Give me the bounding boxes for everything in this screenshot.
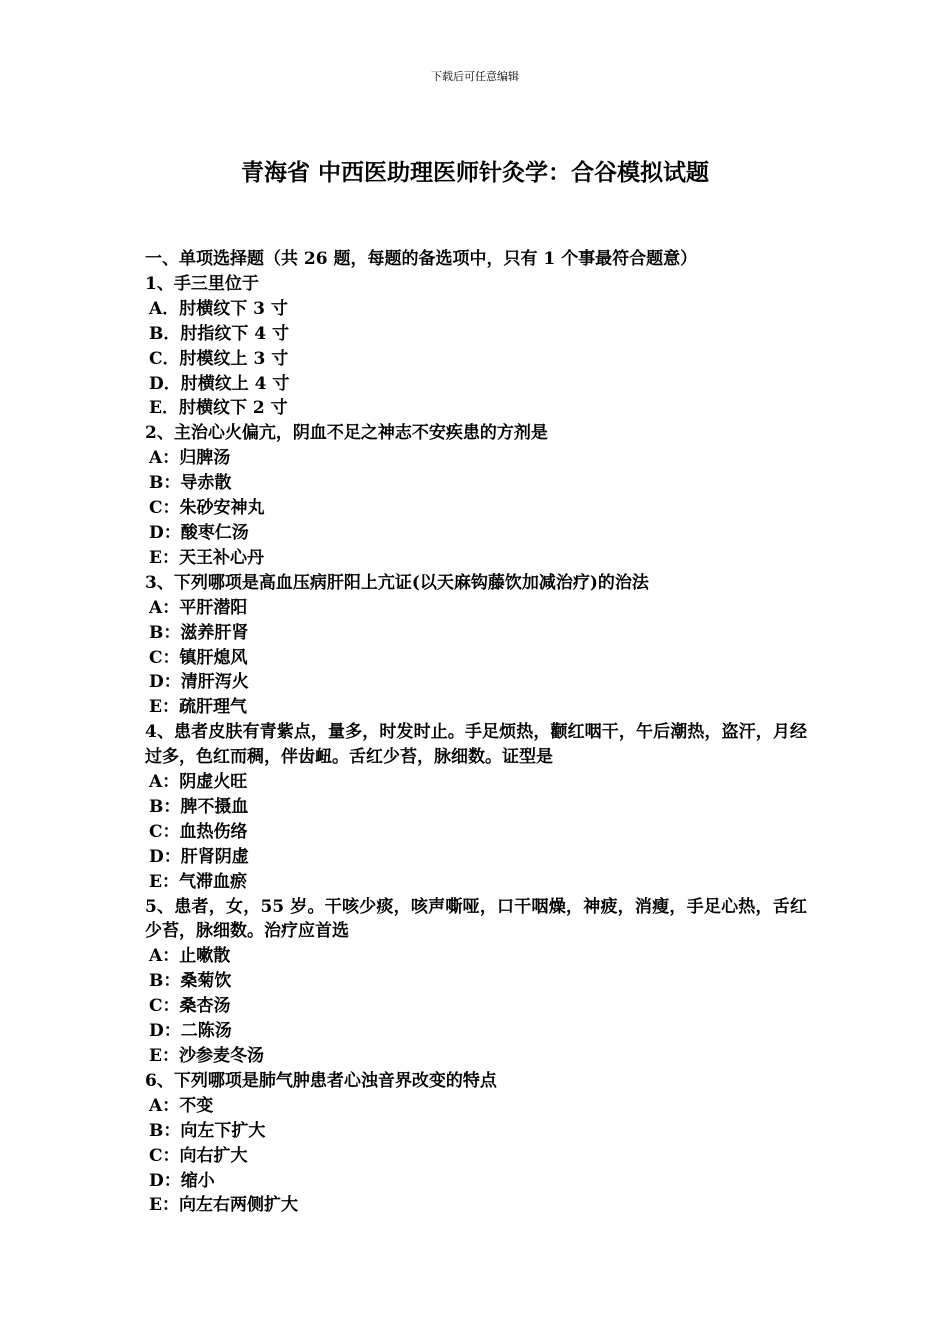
question-2 (145, 421, 807, 570)
question-stem: 3、下列哪项是高血压病肝阳上亢证(以天麻钩藤饮加减治疗)的治法 (145, 572, 649, 593)
option-c: C：血热伤络 (149, 821, 248, 842)
question-6 (145, 1069, 807, 1218)
option-a: A：不变 (149, 1095, 214, 1116)
option-a: A：归脾汤 (149, 448, 231, 469)
section-heading: 一、单项选择题（共 26 题，每题的备选项中，只有 1 个事最符合题意） (145, 249, 698, 269)
option-a: A：止嗽散 (149, 946, 231, 967)
option-a: A．肘横纹下 3 寸 (149, 298, 288, 319)
question-5 (145, 895, 807, 1069)
question-list (145, 247, 807, 1218)
header-note: 下载后可任意编辑 (431, 70, 519, 83)
option-c: C：向右扩大 (149, 1145, 248, 1166)
option-e: E：气滞血瘀 (149, 871, 247, 892)
option-e: E．肘横纹下 2 寸 (149, 398, 288, 419)
option-b: B：导赤散 (149, 473, 232, 494)
option-d: D：酸枣仁汤 (149, 522, 249, 543)
question-3 (145, 571, 807, 720)
option-d: D：缩小 (149, 1170, 215, 1191)
option-d: D：二陈汤 (149, 1021, 232, 1042)
question-1 (145, 272, 807, 421)
option-a: A：平肝潜阳 (149, 597, 248, 618)
option-e: E：沙参麦冬汤 (149, 1046, 264, 1066)
option-a: A：阴虚火旺 (149, 772, 248, 793)
option-e: E：疏肝理气 (149, 697, 247, 718)
option-d: D：肝肾阴虚 (149, 846, 249, 867)
question-4 (145, 720, 807, 894)
option-e: E：天王补心丹 (149, 547, 264, 568)
question-stem: 4、患者皮肤有青紫点，量多，时发时止。手足烦热，颧红咽干，午后潮热，盗汗，月经过多，色红而稠，伴齿衄。舌红少苔，脉细数。证型是 (145, 722, 807, 768)
option-d: D：清肝泻火 (149, 672, 249, 693)
question-stem: 2、主治心火偏亢，阴血不足之神志不安疾患的方剂是 (145, 423, 548, 444)
option-b: B：桑菊饮 (149, 971, 232, 992)
question-stem: 6、下列哪项是肺气肿患者心浊音界改变的特点 (145, 1070, 497, 1091)
question-stem: 5、患者，女，55 岁。干咳少痰，咳声嘶哑，口干咽燥，神疲，消瘦，手足心热，舌红少苔，脉细数。治疗应首选 (145, 896, 807, 942)
option-b: B：脾不摄血 (149, 796, 249, 817)
page-title: 青海省 中西医助理医师针灸学：合谷模拟试题 (240, 159, 709, 186)
option-c: C．肘模纹上 3 寸 (149, 348, 289, 369)
question-stem: 1、手三里位于 (145, 273, 259, 294)
option-c: C：桑杏汤 (149, 996, 231, 1017)
option-c: C：朱砂安神丸 (149, 498, 265, 519)
option-e: E：向左右两侧扩大 (149, 1195, 298, 1216)
option-c: C：镇肝熄风 (149, 647, 248, 668)
option-d: D．肘横纹上 4 寸 (149, 373, 290, 394)
option-b: B：滋养肝肾 (149, 622, 249, 643)
option-b: B．肘指纹下 4 寸 (149, 323, 290, 344)
option-b: B：向左下扩大 (149, 1120, 266, 1141)
